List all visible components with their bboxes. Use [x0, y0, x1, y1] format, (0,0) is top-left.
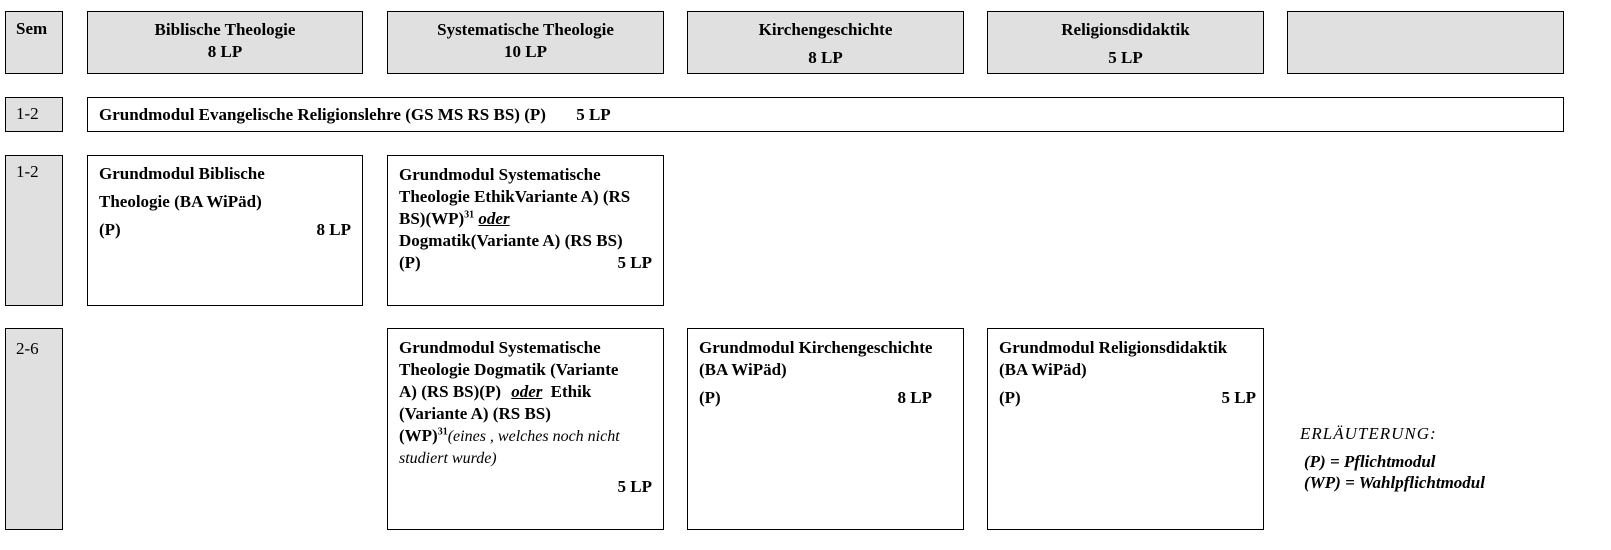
header-lp: 8 LP — [808, 48, 843, 67]
module-title-line1: Grundmodul Religionsdidaktik — [999, 338, 1228, 357]
module-title-line3a: A) (RS BS)(P) — [399, 382, 501, 401]
header-title: Religionsdidaktik — [1061, 20, 1190, 39]
header-title: Systematische Theologie — [437, 20, 614, 39]
module-lp: 8 LP — [897, 388, 932, 407]
row2-sem-cell — [5, 155, 63, 306]
module-title-line4: (Variante A) (RS BS) — [399, 404, 551, 423]
row1-sem-cell — [5, 97, 63, 132]
header-sem-label: Sem — [16, 19, 48, 38]
oder-text: oder — [511, 382, 543, 401]
module-title-line2: (BA WiPäd) — [999, 360, 1087, 379]
header-kirchengeschichte — [687, 11, 964, 74]
module-type-row — [999, 387, 1256, 409]
row3-sem-cell — [5, 328, 63, 530]
row3-sem-label: 2-6 — [16, 339, 39, 358]
module-title: Grundmodul Evangelische Religionslehre (GS MS RS BS) (P) — [99, 105, 546, 124]
module-title-line2: Theologie EthikVariante A) (RS — [399, 187, 631, 206]
legend-wahlpflichtmodul: (WP) = Wahlpflichtmodul — [1304, 473, 1485, 492]
module-type: (P) — [99, 220, 121, 239]
header-title: Biblische Theologie — [154, 20, 296, 39]
module-lp: 8 LP — [316, 220, 351, 239]
header-sem-cell — [5, 11, 63, 74]
grundmodul-kirchengeschichte — [687, 328, 964, 530]
module-lp: 5 LP — [617, 253, 652, 272]
row2-sem-label: 1-2 — [16, 162, 39, 181]
module-type-row — [99, 216, 351, 244]
grundmodul-systematische-theologie-dogmatik — [387, 328, 664, 530]
header-lp: 5 LP — [1108, 48, 1143, 67]
module-content — [88, 156, 362, 252]
grundmodul-religionsdidaktik — [987, 328, 1264, 530]
module-type: (P) — [399, 253, 421, 272]
module-type: (P) — [699, 388, 721, 407]
grundmodul-biblische-theologie — [87, 155, 363, 306]
module-note-line2: studiert wurde) — [399, 450, 497, 467]
module-title-line3 — [399, 381, 652, 403]
module-type-row — [699, 387, 952, 409]
module-title-line3 — [399, 208, 652, 230]
module-lp-row — [399, 476, 652, 498]
row1-sem-label: 1-2 — [16, 104, 39, 123]
module-title-line2: (BA WiPäd) — [699, 360, 787, 379]
module-title-line1: Grundmodul Systematische — [399, 338, 601, 357]
module-title-line5 — [399, 425, 652, 448]
module-title-line1: Grundmodul Systematische — [399, 165, 601, 184]
module-type: (P) — [999, 388, 1021, 407]
module-content — [988, 329, 1263, 417]
legend-pflichtmodul: (P) = Pflichtmodul — [1304, 452, 1436, 471]
module-title-line1: Grundmodul Kirchengeschichte — [699, 338, 933, 357]
oder-text: oder — [478, 209, 510, 228]
module-content — [688, 329, 963, 417]
module-title-line3-text: BS)(WP) — [399, 209, 465, 228]
module-title-line1: Grundmodul Biblische — [99, 164, 265, 183]
module-type: (WP) — [399, 426, 438, 445]
module-lp: 5 LP — [576, 105, 611, 124]
module-note-line1: (eines , welches noch nicht — [447, 428, 620, 445]
module-type-row — [399, 252, 652, 274]
grundmodul-systematische-theologie-ethik — [387, 155, 664, 306]
footnote-marker: 31 — [464, 209, 475, 221]
header-empty-column — [1287, 11, 1564, 74]
header-systematische-theologie — [387, 11, 664, 74]
module-title-line3b: Ethik — [550, 382, 592, 401]
module-content — [388, 329, 663, 506]
grundmodul-evangelische-religionslehre — [87, 97, 1564, 132]
module-lp: 5 LP — [617, 477, 652, 496]
module-lp: 5 LP — [1221, 388, 1256, 407]
footnote-marker: 31 — [437, 426, 448, 438]
legend-title: ERLÄUTERUNG: — [1300, 424, 1437, 443]
module-content — [388, 156, 663, 282]
header-biblische-theologie — [87, 11, 363, 74]
module-content — [88, 98, 1563, 134]
header-lp: 10 LP — [504, 42, 547, 61]
module-title-line4: Dogmatik(Variante A) (RS BS) — [399, 231, 623, 250]
header-religionsdidaktik — [987, 11, 1264, 74]
module-title-line2: Theologie Dogmatik (Variante — [399, 360, 619, 379]
header-title: Kirchengeschichte — [758, 20, 893, 39]
header-lp: 8 LP — [207, 42, 243, 61]
module-title-line2: Theologie (BA WiPäd) — [99, 192, 262, 211]
